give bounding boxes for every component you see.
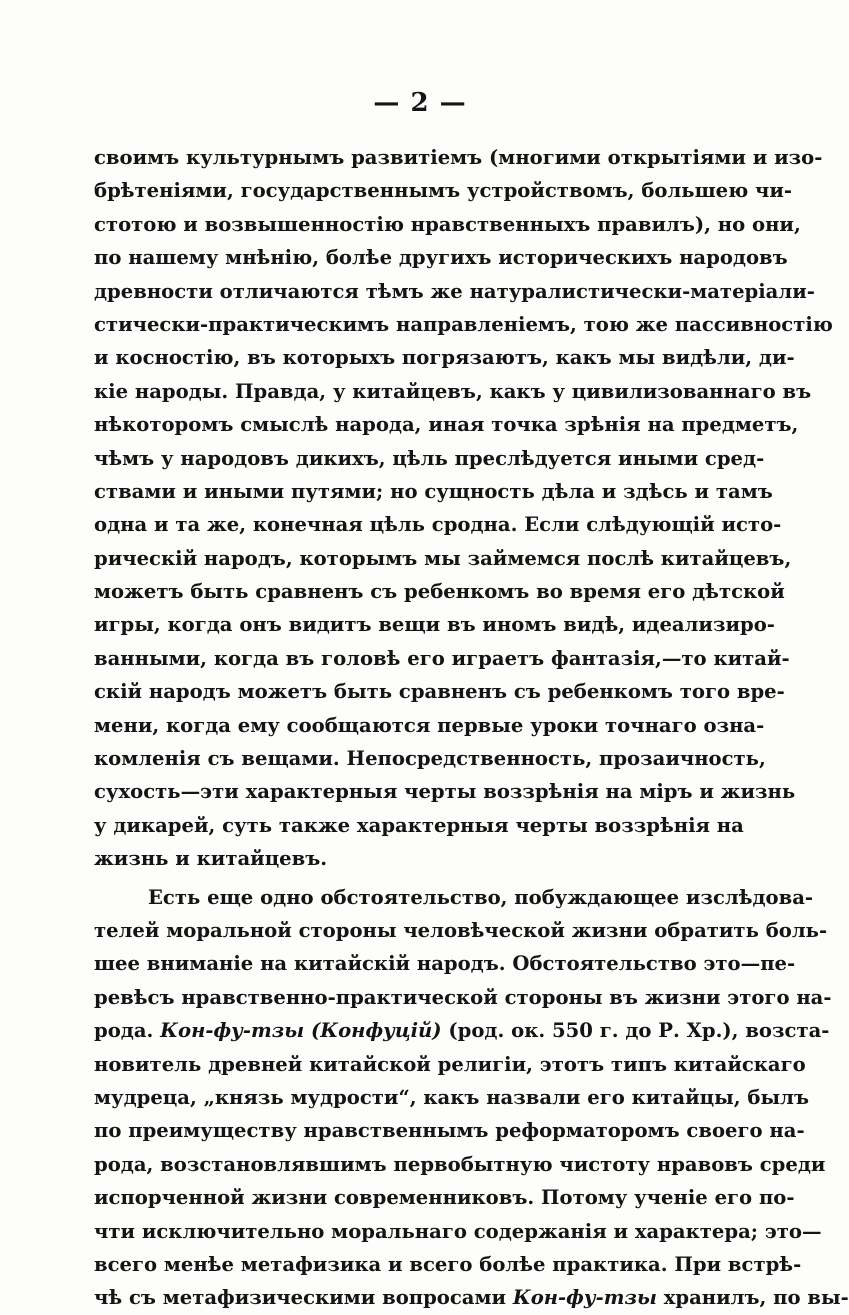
text-line: кіе народы. Правда, у китайцевъ, какъ у цивилизованнаго въ: [94, 379, 812, 403]
text-line: ревѣсъ нравственно-практической стороны въ жизни этого на-: [94, 985, 832, 1009]
text-line: своимъ культурнымъ развитіемъ (многими открытіями и изо-: [94, 146, 823, 169]
italic-term: Кон-фу-тзы: [512, 1286, 657, 1310]
text-line: ванными, когда въ головѣ его играетъ фантазія,—то китай-: [94, 646, 790, 670]
text-line: можетъ быть сравненъ съ ребенкомъ во время его дѣтской: [94, 580, 785, 604]
text-line: скій народъ можетъ быть сравненъ съ ребенкомъ того вре-: [94, 680, 785, 704]
text-line: по нашему мнѣнію, болѣе другихъ историческихъ народовъ: [94, 246, 788, 270]
text-line: стотою и возвышенностію нравственныхъ правилъ), но они,: [94, 212, 801, 236]
text-line: жизнь и китайцевъ.: [94, 847, 328, 871]
text-line: мени, когда ему сообщаются первые уроки точнаго озна-: [94, 713, 765, 737]
italic-term: (Конфуцій): [311, 1019, 442, 1043]
text-line: ствами и иными путями; но сущность дѣла и здѣсь и тамъ: [94, 479, 773, 503]
text-line: Есть еще одно обстоятельство, побуждающее изслѣдова-: [148, 885, 814, 909]
text-line: игры, когда онъ видитъ вещи въ иномъ видѣ, идеализиро-: [94, 613, 775, 637]
text-line: всего менѣе метафизика и всего болѣе практика. При встрѣ-: [94, 1252, 802, 1276]
text-line: брѣтеніями, государственнымъ устройствомъ, большею чи-: [94, 179, 793, 203]
paragraph-1: [94, 141, 833, 876]
body-text: [94, 141, 849, 1315]
paragraph-2: [94, 881, 849, 1315]
text-line: рода, возстановлявшимъ первобытную чистоту нравовъ среди: [94, 1152, 826, 1176]
text-line: новитель древней китайской религіи, этотъ типъ китайскаго: [94, 1052, 806, 1076]
text-line: древности отличаются тѣмъ же натуралистически-матеріали-: [94, 279, 815, 303]
page-number: — 2 —: [373, 88, 467, 118]
text-line: одна и та же, конечная цѣль сродна. Если слѣдующій исто-: [94, 513, 782, 537]
text-line: телей моральной стороны человѣческой жизни обратить боль-: [94, 918, 828, 942]
text-line: стически-практическимъ направленіемъ, тою же пассивностію: [94, 312, 833, 336]
text-line: у дикарей, суть также характерныя черты воззрѣнія на: [94, 813, 744, 837]
text-line: сухость—эти характерныя черты воззрѣнія на міръ и жизнь: [94, 780, 796, 804]
text-line: чѣмъ у народовъ дикихъ, цѣль преслѣдуется иными сред-: [94, 446, 765, 470]
italic-term: Кон-фу-тзы: [160, 1019, 305, 1043]
text-line: рода. Кон-фу-тзы (Конфуцій) (род. ок. 550 г. до Р. Хр.), возста-: [94, 1019, 830, 1043]
text-line: мудреца, „князь мудрости“, какъ назвали его китайцы, былъ: [94, 1085, 809, 1109]
text-line: шее вниманіе на китайскій народъ. Обстоятельство это—пе-: [94, 952, 796, 976]
text-line: чѣ съ метафизическими вопросами Кон-фу-тзы хранилъ, по вы-: [94, 1286, 849, 1310]
text-line: по преимуществу нравственнымъ реформаторомъ своего на-: [94, 1119, 805, 1143]
text-line: и косностію, въ которыхъ погрязаютъ, какъ мы видѣли, ди-: [94, 346, 795, 370]
text-line: комленія съ вещами. Непосредственность, прозаичность,: [94, 747, 766, 771]
text-line: чти исключительно моральнаго содержанія и характера; это—: [94, 1219, 822, 1243]
text-line: испорченной жизни современниковъ. Потому ученіе его по-: [94, 1186, 795, 1210]
text-line: нѣкоторомъ смыслѣ народа, иная точка зрѣнія на предметъ,: [94, 413, 799, 437]
text-line: рическій народъ, которымъ мы займемся послѣ китайцевъ,: [94, 546, 792, 570]
